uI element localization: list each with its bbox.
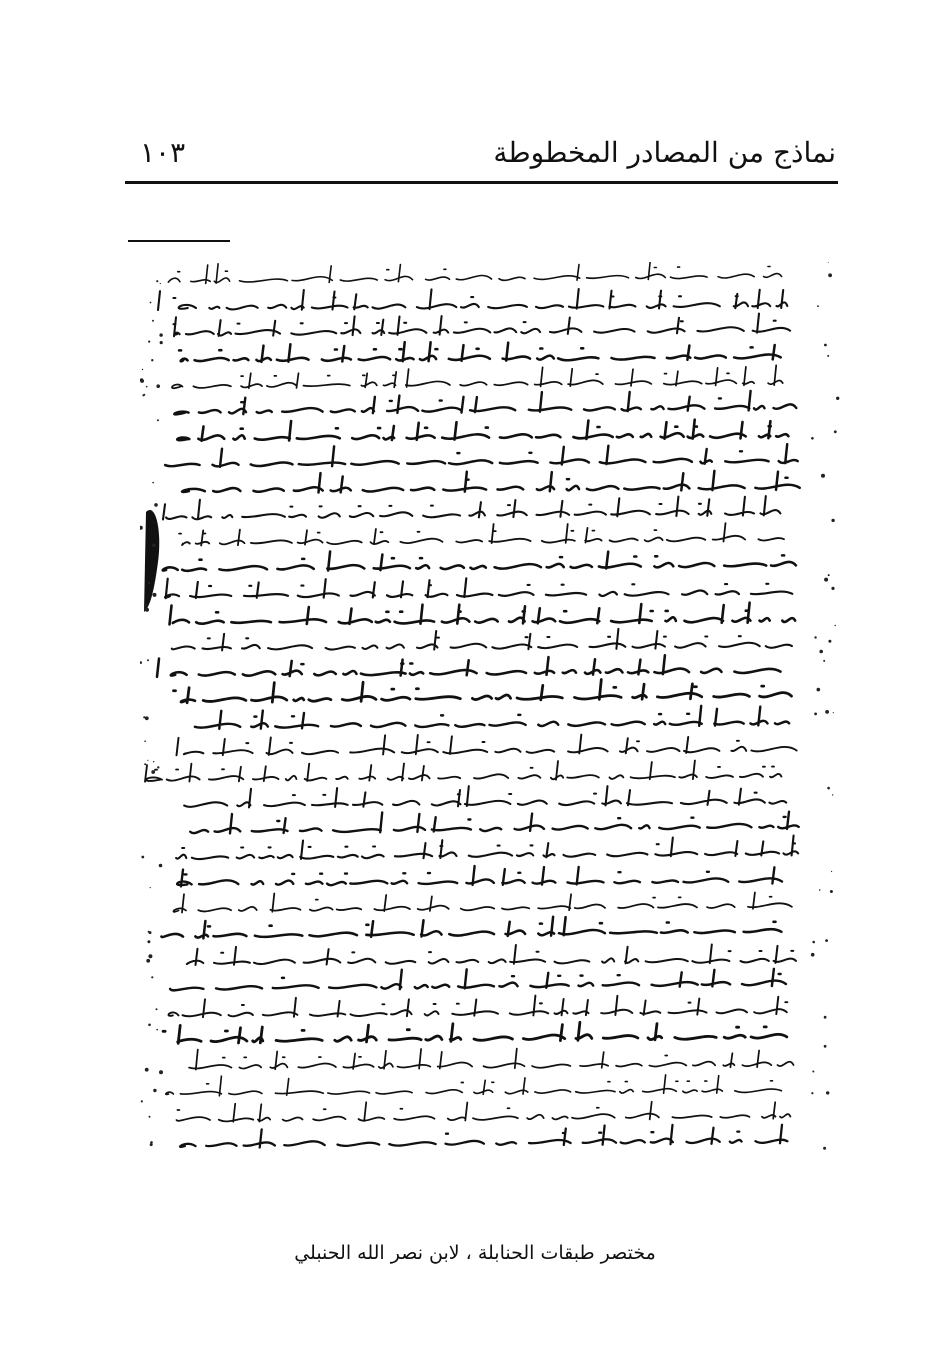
scan-speckle — [824, 578, 828, 582]
manuscript-line-stroke — [168, 262, 781, 283]
scan-speckle — [153, 1089, 156, 1092]
scan-speckle — [159, 864, 163, 868]
manuscript-line-stroke — [180, 1125, 787, 1148]
manuscript-handwriting-icon — [140, 262, 840, 1167]
scan-speckle — [811, 437, 814, 440]
scan-speckle — [814, 636, 816, 638]
scan-speckle — [150, 887, 151, 888]
scan-speckle — [144, 604, 147, 607]
scan-speckle — [824, 344, 827, 347]
manuscript-line-stroke — [172, 365, 783, 388]
scan-speckle — [144, 740, 146, 742]
manuscript-line-stroke — [179, 523, 784, 545]
scan-speckle — [152, 482, 154, 484]
manuscript-line-stroke — [176, 836, 798, 860]
scan-speckle — [828, 574, 830, 576]
scan-speckle — [828, 262, 829, 263]
manuscript-line-stroke — [157, 655, 781, 677]
scan-speckle — [156, 384, 160, 388]
scan-speckle — [832, 794, 833, 795]
scan-speckle — [147, 659, 149, 661]
scan-speckle — [144, 763, 146, 765]
scan-speckle — [152, 544, 156, 548]
scan-speckle — [143, 394, 145, 396]
scan-speckle — [833, 712, 834, 713]
scan-speckle — [148, 341, 150, 343]
scan-speckle — [811, 1092, 813, 1094]
scan-speckle — [836, 397, 839, 400]
scan-speckle — [146, 386, 148, 388]
manuscript-line-stroke — [177, 735, 797, 756]
scan-speckle — [828, 273, 832, 277]
scan-speckle — [151, 976, 153, 978]
manuscript-line-stroke — [187, 945, 796, 966]
scan-speckle — [141, 856, 144, 859]
scan-speckle — [148, 582, 150, 584]
manuscript-line-stroke — [145, 761, 781, 782]
scan-speckle — [151, 770, 155, 774]
scan-speckle — [140, 661, 142, 664]
scan-speckle — [140, 526, 143, 530]
scan-speckle — [824, 1016, 827, 1019]
scan-speckle — [823, 1147, 826, 1150]
scan-speckle — [156, 1008, 158, 1010]
scan-speckle — [823, 660, 825, 662]
scan-speckle — [153, 522, 154, 523]
manuscript-line-stroke — [158, 289, 787, 310]
scan-speckle — [140, 379, 144, 383]
scan-speckle — [149, 1116, 151, 1118]
manuscript-line-stroke — [182, 471, 800, 493]
manuscript-line-stroke — [177, 866, 782, 886]
scan-speckle — [160, 283, 161, 284]
scan-speckle — [148, 954, 152, 958]
manuscript-line-stroke — [165, 578, 792, 598]
scan-speckle — [811, 953, 815, 957]
scan-speckle — [143, 716, 145, 718]
page-number: ١٠٣ — [140, 136, 186, 169]
scan-speckle — [817, 688, 821, 692]
scan-speckle — [147, 940, 150, 943]
manuscript-line-stroke — [177, 1102, 791, 1122]
scan-speckle — [150, 302, 152, 304]
scan-speckle — [152, 320, 154, 322]
scan-speckle — [159, 333, 162, 336]
scan-speckle — [831, 519, 834, 522]
figure-caption: مختصر طبقات الحنابلة ، لابن نصر الله الحنبلي — [294, 1242, 656, 1264]
manuscript-line-stroke — [170, 969, 786, 991]
scan-speckle — [825, 710, 829, 714]
scan-speckle — [824, 1045, 827, 1048]
short-divider — [128, 240, 230, 242]
scan-speckle — [826, 1091, 829, 1094]
manuscript-line-stroke — [165, 444, 798, 467]
manuscript-image — [140, 262, 840, 1167]
scan-speckle — [150, 1143, 153, 1146]
scan-speckle — [156, 280, 158, 282]
manuscript-line-stroke — [161, 917, 781, 939]
scan-speckle — [145, 716, 149, 720]
scan-speckle — [145, 1068, 149, 1072]
manuscript-line-stroke — [166, 1075, 782, 1096]
manuscript-line-stroke — [173, 893, 791, 913]
page-header-title: نماذج من المصادر المخطوطة — [493, 136, 836, 169]
scan-speckle — [154, 503, 158, 507]
scan-speckle — [153, 593, 157, 597]
header-divider — [125, 181, 838, 184]
manuscript-line-stroke — [189, 1049, 793, 1070]
scan-speckle — [827, 787, 830, 790]
scan-speckle — [141, 1100, 143, 1102]
scan-speckle — [814, 713, 817, 716]
scan-speckle — [825, 939, 828, 942]
scan-speckle — [160, 341, 163, 344]
manuscript-line-stroke — [195, 706, 789, 729]
manuscript-line-stroke — [170, 603, 796, 625]
scan-speckle — [812, 1071, 814, 1073]
scan-speckle — [157, 766, 159, 768]
manuscript-line-stroke — [163, 1022, 787, 1043]
scan-speckle — [812, 941, 815, 944]
scan-speckle — [835, 625, 836, 626]
scan-speckle — [817, 305, 819, 307]
scan-speckle — [828, 640, 831, 643]
manuscript-line-stroke — [172, 629, 792, 651]
manuscript-line-stroke — [163, 552, 796, 571]
scan-speckle — [148, 1024, 151, 1027]
scan-speckle — [819, 650, 823, 654]
scan-speckle — [831, 871, 832, 872]
scan-speckle — [145, 608, 149, 612]
manuscript-line-stroke — [177, 420, 788, 441]
scan-speckle — [159, 1070, 163, 1074]
scan-speckle — [821, 474, 825, 478]
manuscript-line-stroke — [174, 314, 791, 337]
scan-speckle — [153, 761, 154, 762]
scan-speckle — [819, 889, 821, 891]
scan-speckle — [151, 359, 153, 361]
manuscript-line-stroke — [163, 496, 780, 519]
scan-speckle — [831, 587, 834, 590]
ink-blot-mark — [144, 510, 159, 612]
manuscript-line-stroke — [174, 391, 796, 415]
manuscript-line-stroke — [190, 812, 799, 834]
scan-speckle — [834, 430, 837, 433]
manuscript-line-stroke — [184, 786, 786, 807]
scan-speckle — [146, 959, 150, 963]
scan-speckle — [827, 355, 829, 357]
manuscript-line-stroke — [174, 680, 792, 703]
manuscript-line-stroke — [169, 996, 788, 1018]
scan-speckle — [147, 760, 148, 761]
scan-speckle — [142, 369, 143, 370]
scan-speckle — [156, 1029, 158, 1031]
scan-speckle — [157, 419, 159, 421]
scan-speckle — [830, 890, 833, 893]
manuscript-line-stroke — [179, 342, 781, 362]
scan-speckle — [148, 931, 150, 933]
